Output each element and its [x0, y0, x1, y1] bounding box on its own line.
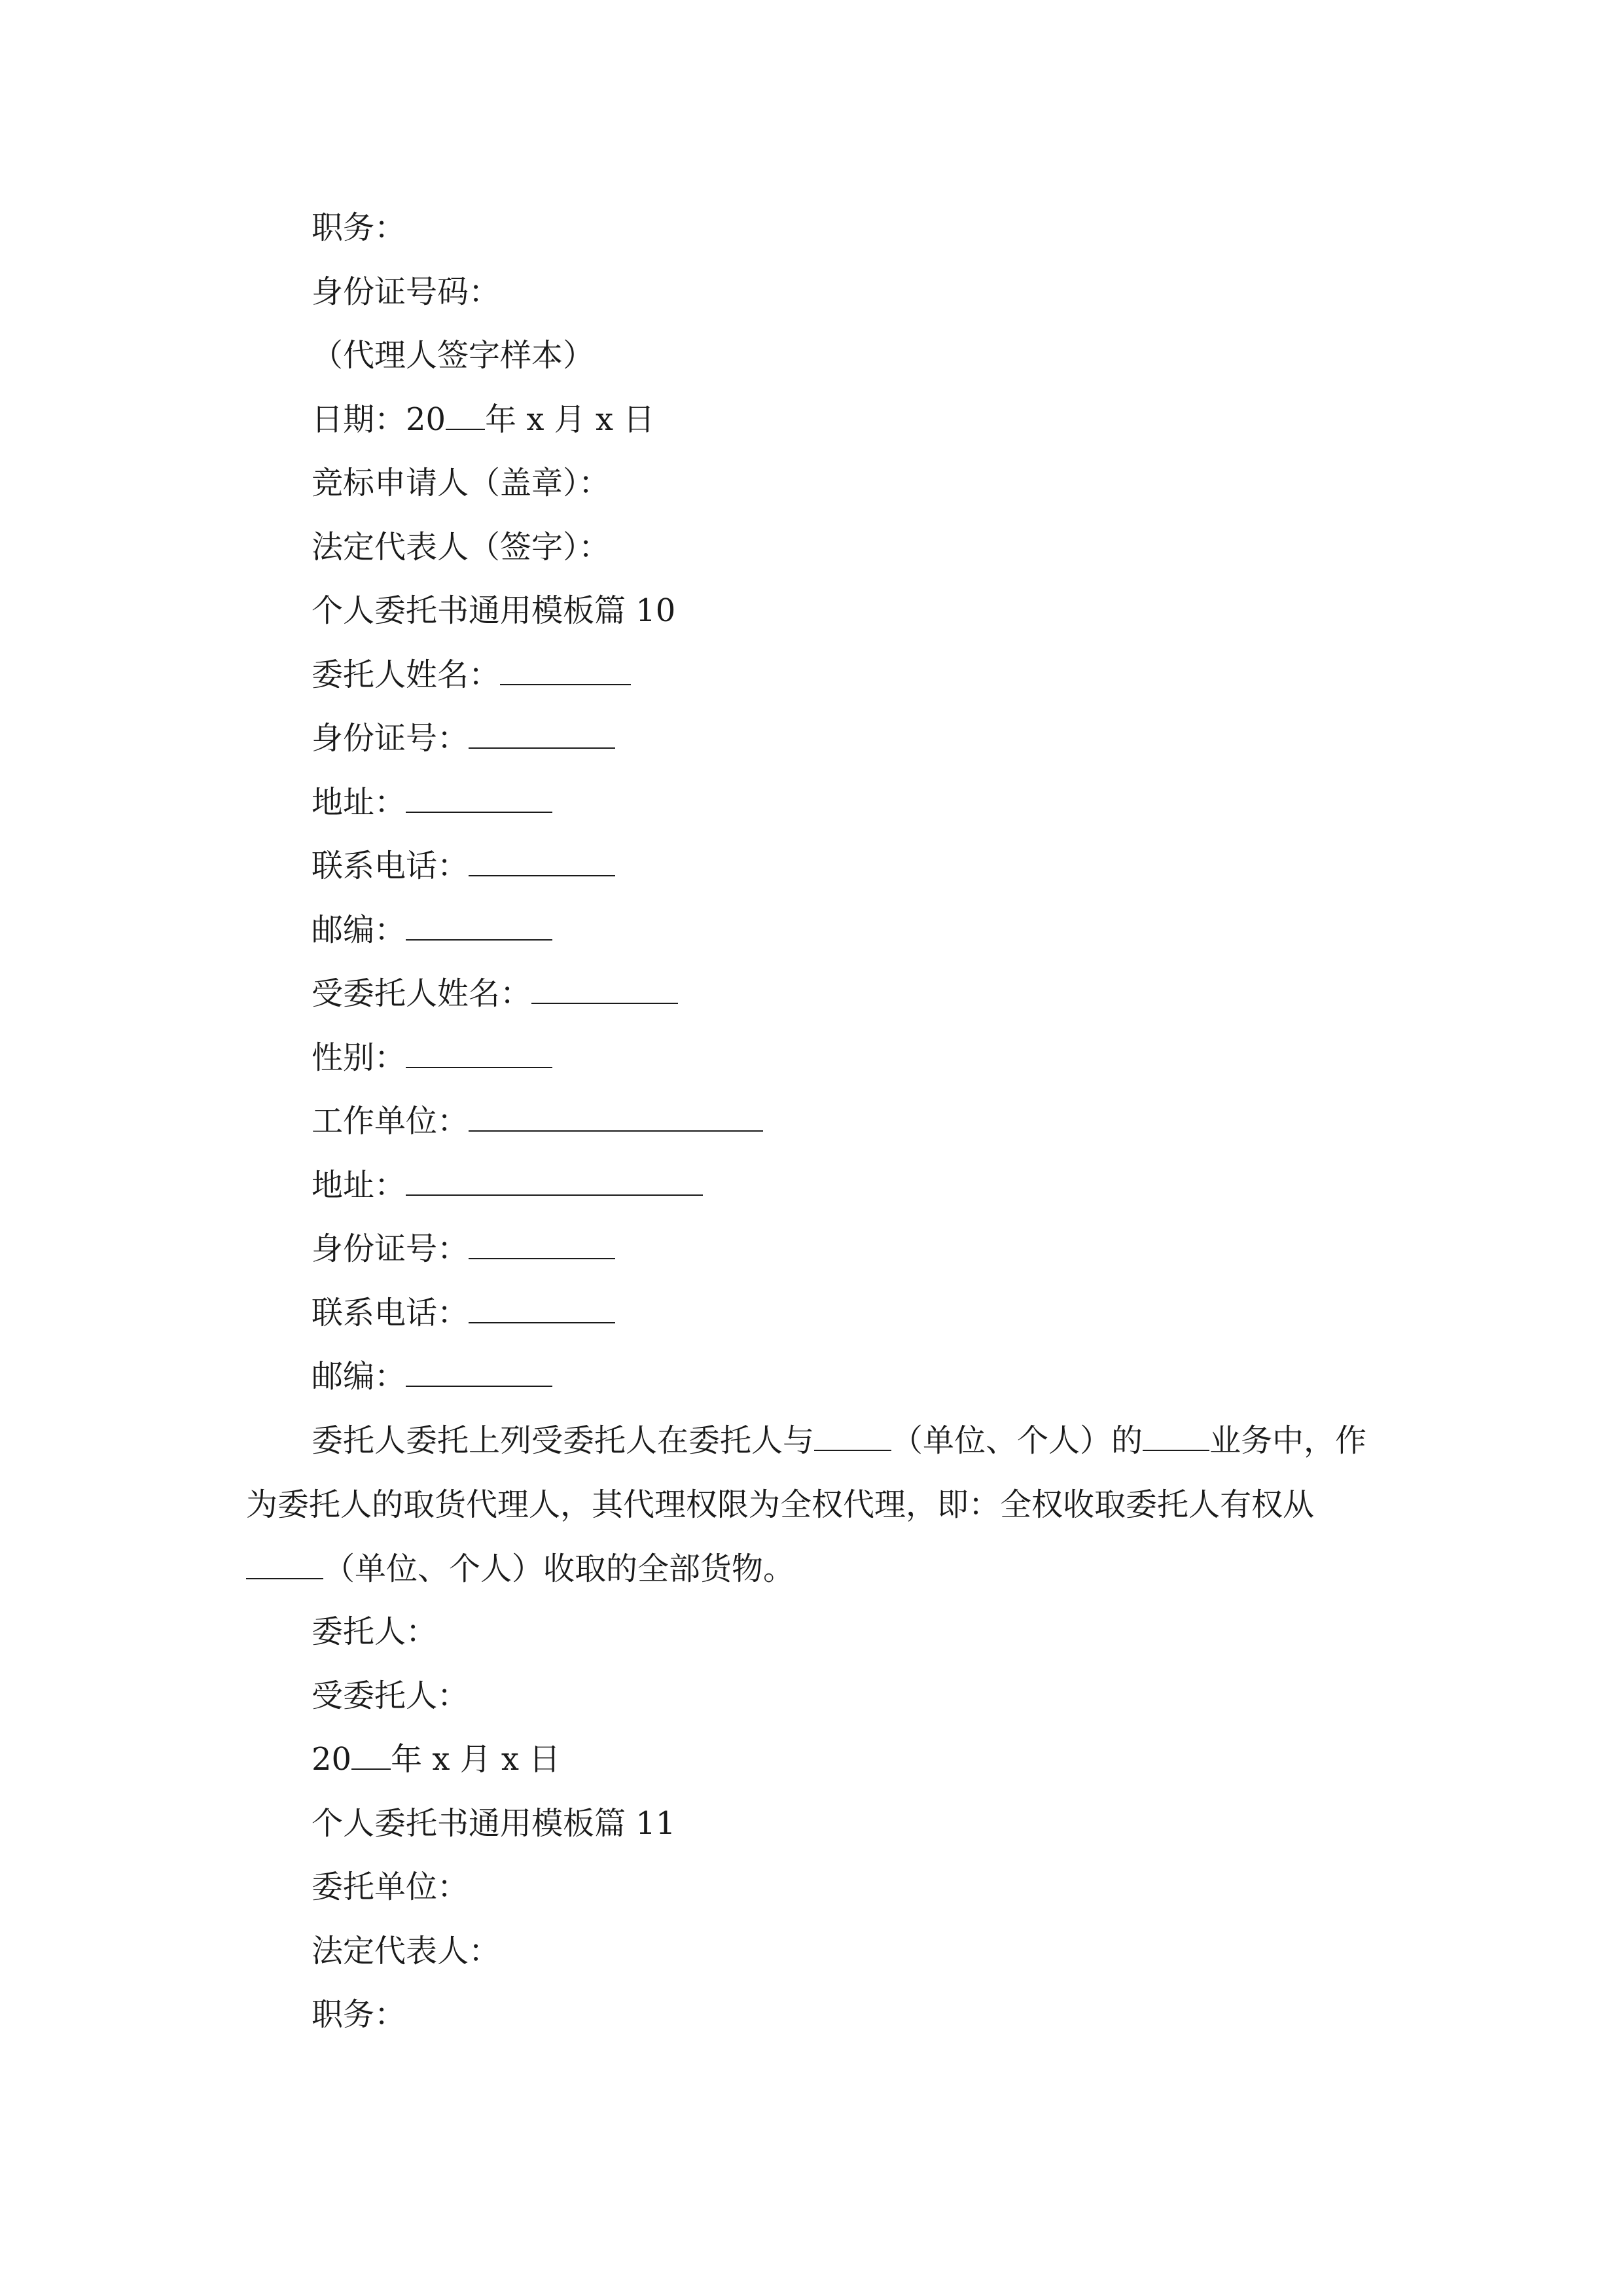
- principal-signature-label: [312, 1612, 437, 1651]
- date-suffix: 年 x 月 x 日: [485, 401, 655, 438]
- authorization-paragraph: [246, 1408, 1385, 1601]
- agent-employer-field: [312, 1102, 763, 1141]
- fill-blank: [531, 975, 678, 1004]
- label: 联系电话：: [312, 848, 469, 884]
- fill-blank: [469, 1230, 615, 1259]
- label: 邮编：: [312, 1358, 406, 1395]
- date-prefix: 日期：20: [312, 401, 446, 438]
- text: 竞标申请人（盖章）：: [312, 465, 611, 501]
- text: （代理人签字样本）: [312, 337, 595, 374]
- legal-rep-signature-label: [312, 528, 610, 567]
- paragraph-text: （单位、个人）收取的全部货物。: [323, 1551, 795, 1587]
- position-label: [312, 1995, 406, 2034]
- label: 工作单位：: [312, 1103, 469, 1139]
- field-position-label: [312, 208, 406, 247]
- label: 委托人姓名：: [312, 656, 501, 693]
- section-heading-11: [312, 1804, 675, 1843]
- label: 身份证号：: [312, 720, 469, 757]
- fill-blank: [406, 1039, 552, 1068]
- fill-blank: [469, 1295, 615, 1323]
- date-line-2: [312, 1740, 560, 1779]
- year-blank: [351, 1741, 391, 1770]
- fill-blank: [469, 720, 615, 749]
- label: 联系电话：: [312, 1295, 469, 1331]
- label: 邮编：: [312, 912, 406, 948]
- year-blank: [446, 401, 485, 430]
- text: 法定代表人（签字）：: [312, 529, 611, 565]
- text: 职务：: [312, 1996, 406, 2033]
- principal-id-field: [312, 719, 615, 758]
- section-heading-10: [312, 591, 675, 630]
- paragraph-text: （单位、个人）的: [891, 1422, 1143, 1459]
- label: 地址：: [312, 1167, 406, 1204]
- text: 委托单位：: [312, 1869, 469, 1905]
- agent-signature-label: [312, 1676, 469, 1715]
- date-suffix: 年 x 月 x 日: [391, 1741, 561, 1778]
- agent-gender-field: [312, 1038, 552, 1077]
- agent-id-field: [312, 1229, 615, 1268]
- legal-rep-label: [312, 1931, 500, 1971]
- text: 法定代表人：: [312, 1933, 501, 1969]
- agent-signature-sample: [312, 336, 594, 375]
- agent-address-field: [312, 1166, 703, 1205]
- principal-name-field: [312, 655, 631, 694]
- text: 个人委托书通用模板篇 10: [312, 592, 676, 629]
- agent-name-field: [312, 974, 678, 1013]
- fill-blank: [406, 1167, 703, 1196]
- business-blank: [1143, 1422, 1209, 1451]
- party-blank: [246, 1551, 323, 1579]
- field-id-number-label: [312, 272, 500, 312]
- entrusting-unit-label: [312, 1867, 469, 1907]
- label: 地址：: [312, 784, 406, 821]
- principal-address-field: [312, 783, 552, 822]
- fill-blank: [500, 656, 631, 685]
- fill-blank: [406, 784, 552, 813]
- agent-phone-field: [312, 1293, 615, 1333]
- text: 委托人：: [312, 1613, 438, 1650]
- text: 个人委托书通用模板篇 11: [312, 1805, 676, 1842]
- agent-postcode-field: [312, 1357, 552, 1396]
- paragraph-text: 业务中，作为委托人的取货代理人，其代理权限为全权代理，即：全权收取委托人有权从: [246, 1422, 1367, 1523]
- date-line: [312, 400, 654, 439]
- paragraph-text: 委托人委托上列受委托人在委托人与: [312, 1422, 815, 1459]
- text: 受委托人：: [312, 1677, 469, 1714]
- fill-blank: [406, 912, 552, 941]
- fill-blank: [469, 1103, 763, 1132]
- fill-blank: [406, 1358, 552, 1387]
- text: 身份证号码：: [312, 274, 501, 310]
- fill-blank: [469, 848, 615, 876]
- label: 身份证号：: [312, 1230, 469, 1267]
- principal-postcode-field: [312, 910, 552, 950]
- date-prefix: 20: [312, 1741, 352, 1778]
- party-blank: [814, 1422, 891, 1451]
- label: 受委托人姓名：: [312, 975, 532, 1012]
- label: 性别：: [312, 1039, 406, 1076]
- principal-phone-field: [312, 846, 615, 886]
- bidder-seal-label: [312, 463, 610, 503]
- text: 职务：: [312, 209, 406, 246]
